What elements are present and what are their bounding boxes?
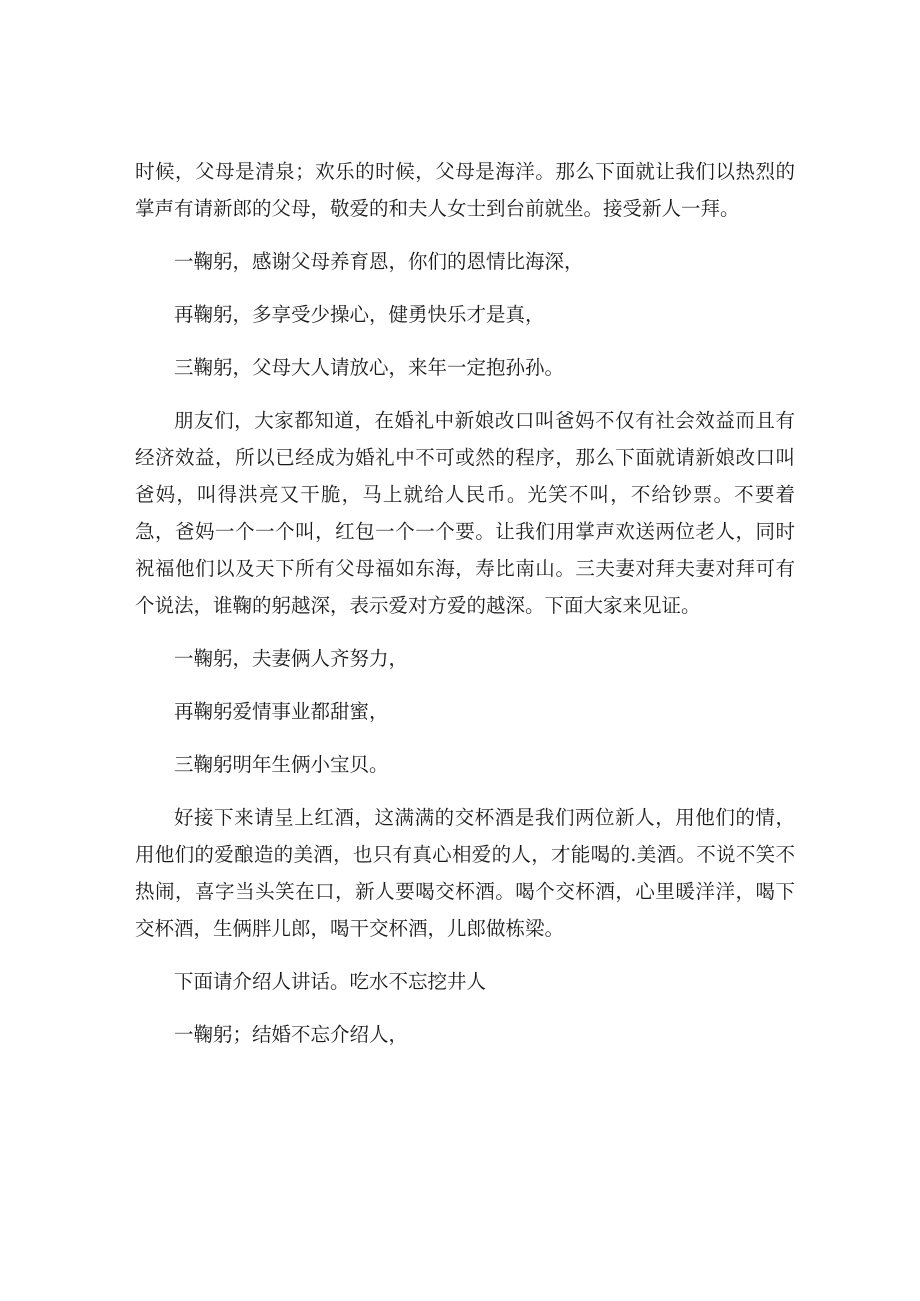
document-body [135,153,795,1069]
paragraph-10: 下面请介绍人讲话。吃水不忘挖井人 [174,970,487,993]
paragraph-4: 三鞠躬，父母大人请放心，来年一定抱孙孙。 [174,356,565,379]
paragraph-5: 朋友们，大家都知道，在婚礼中新娘改口叫爸妈不仅有社会效益而且有经济效益，所以已经成为婚礼中不可或然的程序，那么下面就请新娘改口叫爸妈，叫得洪亮又干脆，马上就给人民币。光笑不叫，不给钞票。不要着急，爸妈一个一个叫，红包一个一个要。让我们用掌声欢送两位老人，同时祝福他们以及天下所有父母福如东海，寿比南山。三夫妻对拜夫妻对拜可有个说法，谁鞠的躬越深，表示爱对方爱的越深。下面大家来见证。 [135,409,795,617]
paragraph-6: 一鞠躬，夫妻俩人齐努力， [174,647,409,670]
paragraph-11: 一鞠躬；结婚不忘介绍人， [174,1023,409,1046]
paragraph-1: 时候，父母是清泉；欢乐的时候，父母是海洋。那么下面就让我们以热烈的掌声有请新郎的父母，敬爱的和夫人女士到台前就坐。接受新人一拜。 [135,160,795,220]
paragraph-9: 好接下来请呈上红酒，这满满的交杯酒是我们两位新人，用他们的情，用他们的爱酿造的美酒，也只有真心相爱的人，才能喝的.美酒。不说不笑不热闹，喜字当头笑在口，新人要喝交杯酒。喝个交杯酒，心里暖洋洋，喝下交杯酒，生俩胖儿郎，喝干交杯酒，儿郎做栋梁。 [135,806,795,940]
paragraph-3: 再鞠躬，多享受少操心，健勇快乐才是真， [174,303,545,326]
paragraph-2: 一鞠躬，感谢父母养育恩，你们的恩情比海深， [174,250,584,273]
paragraph-7: 再鞠躬爱情事业都甜蜜， [174,700,389,723]
paragraph-8: 三鞠躬明年生俩小宝贝。 [174,753,389,776]
